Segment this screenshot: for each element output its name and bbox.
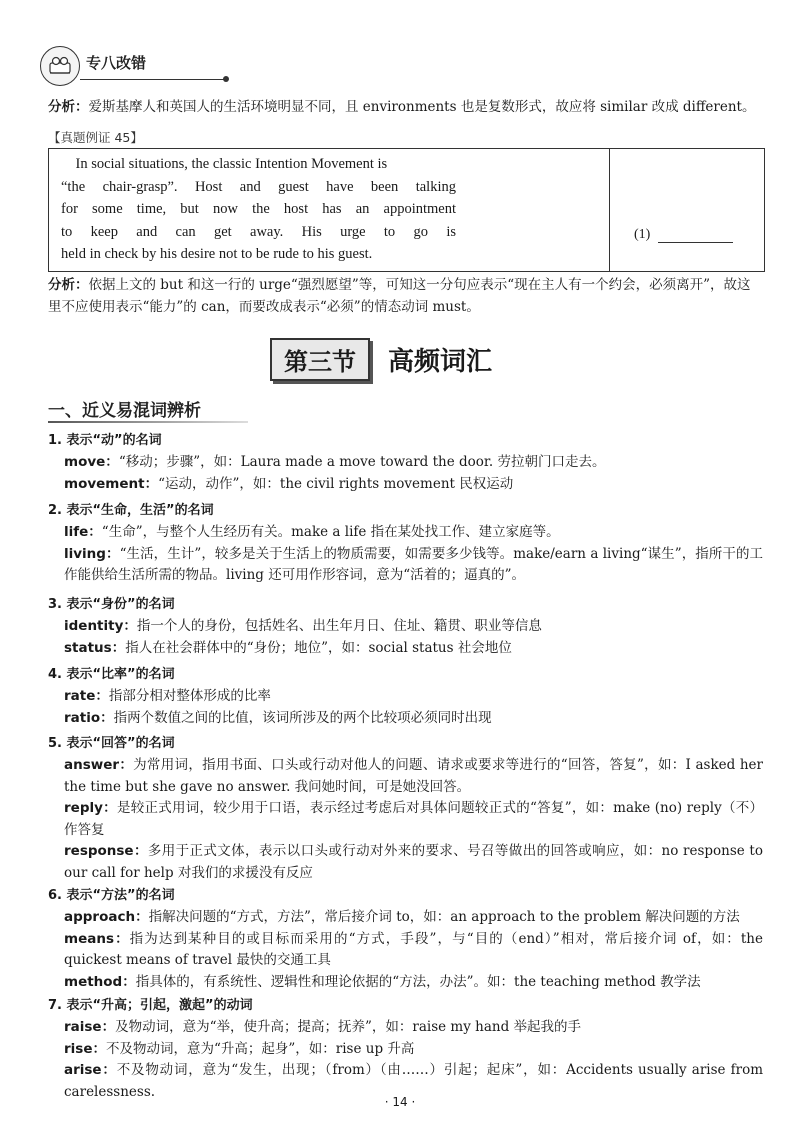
word-group: [48, 664, 763, 729]
analysis-1: [48, 96, 763, 118]
group-item: [48, 544, 763, 587]
word-group: [48, 885, 763, 993]
definition: 指两个数值之间的比值，该词所涉及的两个比较项必须同时出现: [113, 709, 492, 726]
term: rise：: [64, 1040, 106, 1057]
definition: 指解决问题的“方式，方法”，常后接介词 to，如：an approach to the problem 解决问题的方法: [148, 909, 740, 925]
example-line: to keep and can get away. His urge to go is: [61, 223, 456, 240]
example-line: In social situations, the classic Intention Movement is: [61, 156, 388, 172]
term: ratio：: [64, 709, 114, 726]
term: answer：: [64, 757, 134, 773]
term: movement：: [64, 475, 159, 492]
logo-icon: [40, 46, 80, 86]
analysis-2: [48, 274, 763, 318]
group-heading: 1. 表示“动”的名词: [48, 433, 162, 448]
definition: “移动；步骤”，如：Laura made a move toward the door. 劳拉朝门口走去。: [118, 454, 606, 470]
term: identity：: [64, 618, 137, 634]
term: response：: [64, 843, 148, 859]
group-item: [48, 686, 763, 708]
example-line: for some time, but now the host has an appointment: [61, 201, 456, 217]
group-heading: 2. 表示“生命，生活”的名词: [48, 503, 214, 518]
term: means：: [64, 930, 130, 947]
group-item: [48, 755, 763, 798]
group-item: [48, 929, 763, 972]
definition: 指部分相对整体形成的比率: [108, 688, 271, 704]
page-header: [40, 44, 190, 84]
term: life：: [64, 524, 102, 540]
section-number: 第三节: [270, 338, 370, 381]
definition: 是较正式用词，较少用于口语，表示经过考虑后对具体问题较正式的“答复”，如：make (no) reply（不）作答复: [64, 800, 764, 838]
definition: 指具体的，有系统性、逻辑性和理论依据的“方法，办法”。如：the teaching method 教学法: [135, 973, 701, 990]
term: method：: [64, 973, 136, 990]
term: raise：: [64, 1019, 116, 1035]
definition: 多用于正式文体，表示以口头或行动对外来的要求、号召等做出的回答或响应，如：no response to our call for help 对我们的求援没有反应: [64, 843, 763, 881]
definition: 不及物动词，意为“升高；起身”，如：rise up 升高: [105, 1040, 415, 1057]
term: living：: [64, 545, 120, 562]
group-item: [48, 1039, 763, 1061]
group-item: [48, 907, 763, 929]
group-item: [48, 1017, 763, 1039]
header-rule: [80, 79, 225, 80]
example-passage: [61, 153, 456, 266]
group-heading: 7. 表示“升高；引起，激起”的动词: [48, 998, 253, 1013]
term: reply：: [64, 800, 117, 816]
answer-blank: [634, 227, 733, 243]
word-group: [48, 430, 763, 495]
group-item: [48, 841, 763, 884]
term: arise：: [64, 1062, 117, 1078]
group-heading: 4. 表示“比率”的名词: [48, 667, 175, 682]
group-heading: 3. 表示“身份”的名词: [48, 597, 175, 612]
term: rate：: [64, 688, 109, 704]
analysis-2-text: 依据上文的 but 和这一行的 urge“强烈愿望”等，可知这一分句应表示“现在主人有一个约会，必须离开”，故这里不应使用表示“能力”的 can，而要改成表示“必须”的情态动词 must。: [48, 277, 751, 315]
term: move：: [64, 454, 119, 470]
example-box: [48, 148, 765, 272]
example-line: “the chair-grasp”. Host and guest have been talking: [61, 178, 456, 195]
group-item: [48, 638, 763, 660]
definition: 为常用词，指用书面、口头或行动对他人的问题、请求或要求等进行的“回答，答复”，如：I asked her the time but she gave no answer. 我问她时间，可是她没回答。: [64, 757, 763, 795]
definition: “运动，动作”，如：the civil rights movement 民权运动: [158, 475, 514, 492]
term: approach：: [64, 909, 149, 925]
word-group: [48, 500, 763, 587]
word-group: [48, 995, 763, 1103]
definition: 不及物动词，意为“发生，出现；（from）（由……）引起；起床”，如：Accidents usually arise from carelessness.: [64, 1062, 763, 1100]
heading-underline: [48, 421, 248, 423]
definition: “生活，生计”，较多是关于生活上的物质需要，如需要多少钱等。make/earn a living“谋生”，指所干的工作能供给生活所需的物品。living 还可用作形容词，意为“活着的；逼真的”。: [64, 545, 764, 583]
definition: “生命”，与整个人生经历有关。make a life 指在某处找工作、建立家庭等。: [101, 524, 560, 540]
definition: 指一个人的身份，包括姓名、出生年月日、住址、籍贯、职业等信息: [136, 618, 542, 634]
group-item: [48, 452, 763, 474]
example-line: held in check by his desire not to be rude to his guest.: [61, 246, 373, 262]
term: status：: [64, 639, 126, 656]
analysis-1-text: 爱斯基摩人和英国人的生活环境明显不同，且 environments 也是复数形式，故应将 similar 改成 different。: [88, 99, 756, 115]
heading-1: 一、近义易混词辨析: [48, 401, 201, 421]
section-title: [270, 338, 492, 380]
group-item: [48, 972, 763, 994]
group-item: [48, 708, 763, 730]
group-heading: 5. 表示“回答”的名词: [48, 736, 175, 751]
group-item: [48, 616, 763, 638]
group-item: [48, 798, 763, 841]
group-item: [48, 474, 763, 496]
analysis-1-label: 分析：: [48, 99, 89, 115]
definition: 及物动词，意为“举，使升高；提高；抚养”，如：raise my hand 举起我的手: [115, 1019, 582, 1035]
group-heading: 6. 表示“方法”的名词: [48, 888, 175, 903]
analysis-2-label: 分析：: [48, 277, 89, 293]
answer-line: [658, 228, 733, 243]
example-title: 【真题例证 45】: [48, 130, 143, 145]
group-item: [48, 522, 763, 544]
page-number: · 14 ·: [384, 1095, 416, 1109]
example-divider: [609, 149, 610, 271]
word-group: [48, 594, 763, 659]
answer-label: (1): [634, 227, 651, 242]
definition: 指人在社会群体中的“身份；地位”，如：social status 社会地位: [125, 639, 512, 656]
definition: 指为达到某种目的或目标而采用的“方式，手段”，与“目的（end）”相对，常后接介词 of，如：the quickest means of travel 最快的交通工具: [64, 930, 763, 968]
word-group: [48, 733, 763, 884]
header-title: 专八改错: [86, 54, 147, 72]
section-name: 高频词汇: [388, 346, 493, 377]
